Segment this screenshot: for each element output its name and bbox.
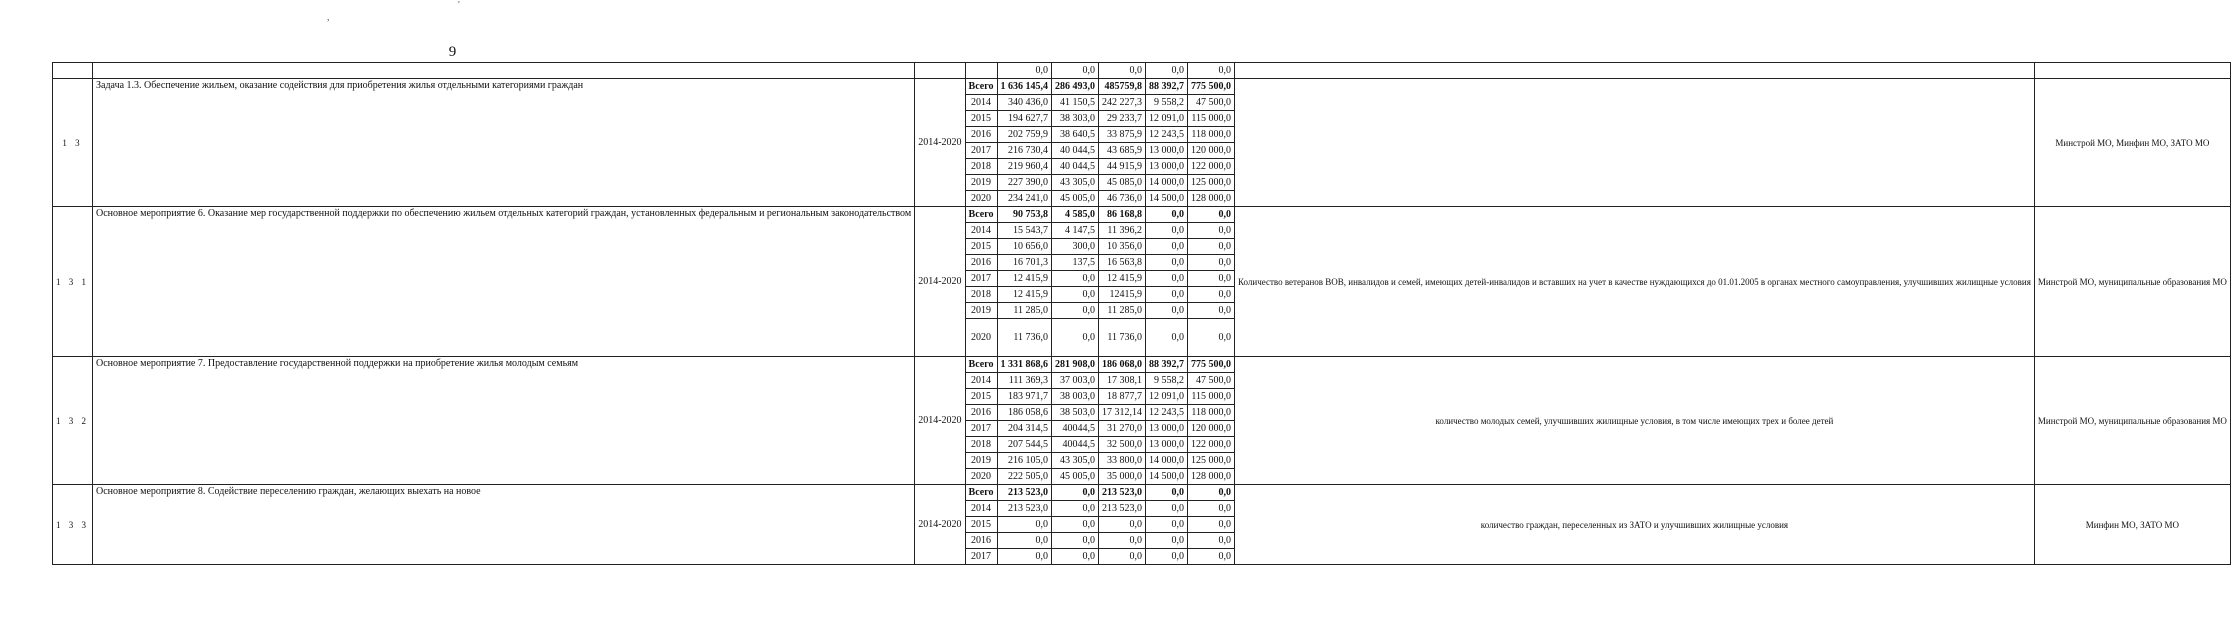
scan-mark: , (327, 12, 330, 23)
value-cell: 9 558,2 (1146, 373, 1188, 389)
value-cell: 213 523,0 (1099, 501, 1146, 517)
value-cell: 11 285,0 (997, 303, 1052, 319)
value-cell: 88 392,7 (1146, 357, 1188, 373)
year-cell: 2015 (965, 389, 997, 405)
period-cell: 2014-2020 (915, 357, 965, 485)
value-cell: 38 303,0 (1052, 111, 1099, 127)
year-cell: 2019 (965, 453, 997, 469)
value-cell: 0,0 (1052, 517, 1099, 533)
table-row (53, 79, 2231, 95)
value-cell: 29 233,7 (1099, 111, 1146, 127)
value-cell: 216 105,0 (997, 453, 1052, 469)
value-cell: 0,0 (1146, 549, 1188, 565)
value-cell: 0,0 (1146, 207, 1188, 223)
value-cell: 0,0 (1146, 287, 1188, 303)
executor-cell: Минфин МО, ЗАТО МО (2034, 485, 2230, 565)
value-cell: 88 392,7 (1146, 79, 1188, 95)
value-cell: 0,0 (1146, 271, 1188, 287)
value-cell: 0,0 (1188, 517, 1235, 533)
executor-cell: Минстрой МО, муниципальные образования МО (2034, 357, 2230, 485)
value-cell: 0,0 (1188, 303, 1235, 319)
value-cell: 186 058,6 (997, 405, 1052, 421)
value-cell: 0,0 (1099, 549, 1146, 565)
value-cell: 300,0 (1052, 239, 1099, 255)
value-cell: 33 875,9 (1099, 127, 1146, 143)
year-cell: 2016 (965, 533, 997, 549)
value-cell: 340 436,0 (997, 95, 1052, 111)
value-cell: 11 396,2 (1099, 223, 1146, 239)
value-cell: 0,0 (1146, 223, 1188, 239)
value-cell: 0,0 (1052, 319, 1099, 357)
value-cell: 32 500,0 (1099, 437, 1146, 453)
executor-cell: Минстрой МО, муниципальные образования МО (2034, 207, 2230, 357)
year-cell: Всего (965, 357, 997, 373)
year-cell: 2015 (965, 517, 997, 533)
year-cell (965, 63, 997, 79)
table-row (53, 357, 2231, 373)
value-cell: 40044,5 (1052, 421, 1099, 437)
value-cell: 41 150,5 (1052, 95, 1099, 111)
value-cell: 286 493,0 (1052, 79, 1099, 95)
value-cell: 12 243,5 (1146, 405, 1188, 421)
value-cell: 15 543,7 (997, 223, 1052, 239)
value-cell: 0,0 (1146, 319, 1188, 357)
year-cell: 2017 (965, 143, 997, 159)
year-cell: 2020 (965, 319, 997, 357)
value-cell: 46 736,0 (1099, 191, 1146, 207)
value-cell: 38 503,0 (1052, 405, 1099, 421)
period-cell: 2014-2020 (915, 79, 965, 207)
year-cell: 2017 (965, 271, 997, 287)
value-cell: 0,0 (1099, 63, 1146, 79)
empty-cell (93, 63, 915, 79)
value-cell: 35 000,0 (1099, 469, 1146, 485)
year-cell: 2014 (965, 373, 997, 389)
row-number: 1 3 3 (53, 485, 93, 565)
result-cell: Количество ветеранов ВОВ, инвалидов и семей, имеющих детей-инвалидов и вставших на учет в качестве нуждающихся до 01.01.2005 в органах местного самоуправления, улучшивших жилищные условия (1235, 207, 2035, 357)
value-cell: 0,0 (1146, 255, 1188, 271)
value-cell: 0,0 (1188, 549, 1235, 565)
value-cell: 4 147,5 (1052, 223, 1099, 239)
value-cell: 43 685,9 (1099, 143, 1146, 159)
value-cell: 227 390,0 (997, 175, 1052, 191)
value-cell: 10 356,0 (1099, 239, 1146, 255)
value-cell: 219 960,4 (997, 159, 1052, 175)
year-cell: 2018 (965, 287, 997, 303)
value-cell: 0,0 (1052, 485, 1099, 501)
page-number: 9 (448, 44, 457, 60)
value-cell: 125 000,0 (1188, 175, 1235, 191)
value-cell: 0,0 (1052, 303, 1099, 319)
value-cell: 0,0 (997, 549, 1052, 565)
table-row (53, 63, 2231, 79)
value-cell: 194 627,7 (997, 111, 1052, 127)
year-cell: Всего (965, 207, 997, 223)
value-cell: 775 500,0 (1188, 79, 1235, 95)
value-cell: 0,0 (1188, 287, 1235, 303)
value-cell: 234 241,0 (997, 191, 1052, 207)
value-cell: 14 500,0 (1146, 191, 1188, 207)
value-cell: 111 369,3 (997, 373, 1052, 389)
value-cell: 17 308,1 (1099, 373, 1146, 389)
value-cell: 12 415,9 (997, 271, 1052, 287)
value-cell: 115 000,0 (1188, 111, 1235, 127)
value-cell: 0,0 (1188, 485, 1235, 501)
table-row (53, 207, 2231, 223)
year-cell: 2018 (965, 437, 997, 453)
value-cell: 204 314,5 (997, 421, 1052, 437)
year-cell: 2014 (965, 95, 997, 111)
value-cell: 216 730,4 (997, 143, 1052, 159)
value-cell: 0,0 (1188, 533, 1235, 549)
measure-name: Задача 1.3. Обеспечение жильем, оказание содействия для приобретения жилья отдельными категориями граждан (93, 79, 915, 207)
measure-name: Основное мероприятие 7. Предоставление государственной поддержки на приобретение жилья молодым семьям (93, 357, 915, 485)
year-cell: 2016 (965, 127, 997, 143)
value-cell: 0,0 (1052, 501, 1099, 517)
row-number: 1 3 1 (53, 207, 93, 357)
value-cell: 120 000,0 (1188, 143, 1235, 159)
value-cell: 16 563,8 (1099, 255, 1146, 271)
value-cell: 0,0 (1188, 255, 1235, 271)
value-cell: 128 000,0 (1188, 191, 1235, 207)
value-cell: 0,0 (1188, 239, 1235, 255)
value-cell: 12 091,0 (1146, 111, 1188, 127)
value-cell: 12 243,5 (1146, 127, 1188, 143)
value-cell: 128 000,0 (1188, 469, 1235, 485)
year-cell: 2019 (965, 175, 997, 191)
period-cell: 2014-2020 (915, 207, 965, 357)
value-cell: 485759,8 (1099, 79, 1146, 95)
year-cell: 2017 (965, 421, 997, 437)
year-cell: 2017 (965, 549, 997, 565)
value-cell: 11 285,0 (1099, 303, 1146, 319)
empty-cell (53, 63, 93, 79)
value-cell: 0,0 (1099, 517, 1146, 533)
value-cell: 186 068,0 (1099, 357, 1146, 373)
value-cell: 213 523,0 (1099, 485, 1146, 501)
value-cell: 0,0 (1052, 287, 1099, 303)
row-number: 1 3 (53, 79, 93, 207)
year-cell: 2015 (965, 239, 997, 255)
value-cell: 125 000,0 (1188, 453, 1235, 469)
value-cell: 47 500,0 (1188, 95, 1235, 111)
value-cell: 0,0 (1188, 319, 1235, 357)
value-cell: 0,0 (1099, 533, 1146, 549)
value-cell: 0,0 (1188, 207, 1235, 223)
year-cell: Всего (965, 485, 997, 501)
value-cell: 33 800,0 (1099, 453, 1146, 469)
year-cell: 2018 (965, 159, 997, 175)
value-cell: 45 005,0 (1052, 469, 1099, 485)
value-cell: 38 003,0 (1052, 389, 1099, 405)
value-cell: 13 000,0 (1146, 437, 1188, 453)
value-cell: 213 523,0 (997, 501, 1052, 517)
value-cell: 12415,9 (1099, 287, 1146, 303)
value-cell: 40 044,5 (1052, 159, 1099, 175)
value-cell: 222 505,0 (997, 469, 1052, 485)
value-cell: 0,0 (1188, 501, 1235, 517)
value-cell: 0,0 (997, 517, 1052, 533)
value-cell: 18 877,7 (1099, 389, 1146, 405)
value-cell: 9 558,2 (1146, 95, 1188, 111)
value-cell: 12 415,9 (1099, 271, 1146, 287)
value-cell: 1 331 868,6 (997, 357, 1052, 373)
value-cell: 45 085,0 (1099, 175, 1146, 191)
measure-name: Основное мероприятие 8. Содействие переселению граждан, желающих выехать на новое (93, 485, 915, 565)
year-cell: 2020 (965, 469, 997, 485)
value-cell: 14 000,0 (1146, 175, 1188, 191)
year-cell: Всего (965, 79, 997, 95)
year-cell: 2015 (965, 111, 997, 127)
value-cell: 0,0 (1146, 485, 1188, 501)
value-cell: 47 500,0 (1188, 373, 1235, 389)
period-cell: 2014-2020 (915, 485, 965, 565)
value-cell: 242 227,3 (1099, 95, 1146, 111)
result-cell (1235, 79, 2035, 207)
value-cell: 0,0 (1146, 501, 1188, 517)
value-cell: 775 500,0 (1188, 357, 1235, 373)
value-cell: 0,0 (1146, 239, 1188, 255)
row-number: 1 3 2 (53, 357, 93, 485)
value-cell: 207 544,5 (997, 437, 1052, 453)
result-cell: количество граждан, переселенных из ЗАТО и улучшивших жилищные условия (1235, 485, 2035, 565)
program-table (52, 62, 2231, 565)
measure-name: Основное мероприятие 6. Оказание мер государственной поддержки по обеспечению жильем отдельных категорий граждан, установленных федеральным и региональным законодательством (93, 207, 915, 357)
value-cell: 118 000,0 (1188, 405, 1235, 421)
value-cell: 137,5 (1052, 255, 1099, 271)
value-cell: 202 759,9 (997, 127, 1052, 143)
value-cell: 12 091,0 (1146, 389, 1188, 405)
value-cell: 0,0 (997, 533, 1052, 549)
value-cell: 10 656,0 (997, 239, 1052, 255)
table-row (53, 485, 2231, 501)
value-cell: 118 000,0 (1188, 127, 1235, 143)
value-cell: 122 000,0 (1188, 159, 1235, 175)
year-cell: 2020 (965, 191, 997, 207)
year-cell: 2019 (965, 303, 997, 319)
value-cell: 4 585,0 (1052, 207, 1099, 223)
value-cell: 11 736,0 (997, 319, 1052, 357)
value-cell: 17 312,14 (1099, 405, 1146, 421)
value-cell: 0,0 (997, 63, 1052, 79)
value-cell: 0,0 (1188, 63, 1235, 79)
value-cell: 37 003,0 (1052, 373, 1099, 389)
year-cell: 2016 (965, 255, 997, 271)
value-cell: 13 000,0 (1146, 159, 1188, 175)
value-cell: 0,0 (1052, 549, 1099, 565)
result-cell: количество молодых семей, улучшивших жилищные условия, в том числе имеющих трех и более детей (1235, 357, 2035, 485)
empty-cell (915, 63, 965, 79)
value-cell: 0,0 (1146, 517, 1188, 533)
value-cell: 43 305,0 (1052, 453, 1099, 469)
empty-cell (2034, 63, 2230, 79)
value-cell: 0,0 (1188, 271, 1235, 287)
value-cell: 90 753,8 (997, 207, 1052, 223)
empty-cell (1235, 63, 2035, 79)
value-cell: 43 305,0 (1052, 175, 1099, 191)
value-cell: 40 044,5 (1052, 143, 1099, 159)
year-cell: 2016 (965, 405, 997, 421)
value-cell: 13 000,0 (1146, 143, 1188, 159)
value-cell: 281 908,0 (1052, 357, 1099, 373)
value-cell: 0,0 (1146, 303, 1188, 319)
value-cell: 31 270,0 (1099, 421, 1146, 437)
value-cell: 183 971,7 (997, 389, 1052, 405)
value-cell: 0,0 (1188, 223, 1235, 239)
value-cell: 14 500,0 (1146, 469, 1188, 485)
executor-cell: Минстрой МО, Минфин МО, ЗАТО МО (2034, 79, 2230, 207)
value-cell: 120 000,0 (1188, 421, 1235, 437)
value-cell: 0,0 (1052, 63, 1099, 79)
value-cell: 40044,5 (1052, 437, 1099, 453)
value-cell: 0,0 (1146, 533, 1188, 549)
value-cell: 13 000,0 (1146, 421, 1188, 437)
value-cell: 122 000,0 (1188, 437, 1235, 453)
year-cell: 2014 (965, 223, 997, 239)
value-cell: 0,0 (1052, 533, 1099, 549)
value-cell: 0,0 (1146, 63, 1188, 79)
value-cell: 12 415,9 (997, 287, 1052, 303)
value-cell: 45 005,0 (1052, 191, 1099, 207)
scan-mark: ' (458, 0, 460, 11)
value-cell: 38 640,5 (1052, 127, 1099, 143)
value-cell: 14 000,0 (1146, 453, 1188, 469)
value-cell: 44 915,9 (1099, 159, 1146, 175)
value-cell: 0,0 (1052, 271, 1099, 287)
value-cell: 115 000,0 (1188, 389, 1235, 405)
value-cell: 213 523,0 (997, 485, 1052, 501)
year-cell: 2014 (965, 501, 997, 517)
value-cell: 16 701,3 (997, 255, 1052, 271)
value-cell: 11 736,0 (1099, 319, 1146, 357)
value-cell: 86 168,8 (1099, 207, 1146, 223)
value-cell: 1 636 145,4 (997, 79, 1052, 95)
